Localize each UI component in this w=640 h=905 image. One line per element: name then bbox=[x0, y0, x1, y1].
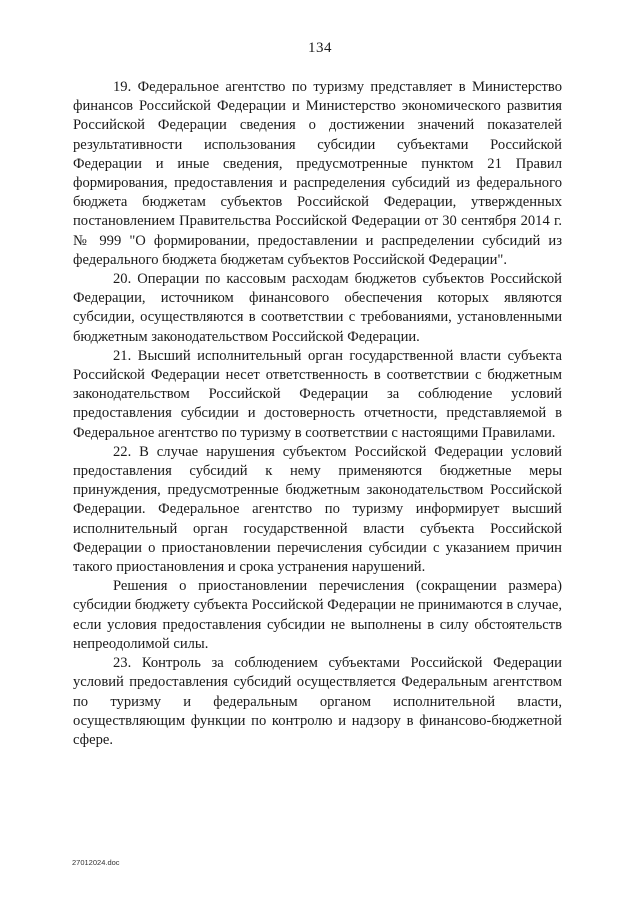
paragraph-22: 22. В случае нарушения субъектом Российской Федерации условий предоставления субсидий к нему применяются бюджетные меры принуждения, предусмотренные бюджетным законодательством Российской Федерации. Федеральное агентство по туризму информирует высший исполнительный орган государственной власти субъекта Российской Федерации о приостановлении перечисления субсидии с указанием причин такого приостановления и срока устранения нарушений. bbox=[73, 443, 562, 576]
paragraph-22-suspension: Решения о приостановлении перечисления (сокращении размера) субсидии бюджету субъекта Российской Федерации не принимаются в случае, если условия предоставления субсидии не выполнены в силу обстоятельств непреодолимой силы. bbox=[73, 578, 562, 652]
page-number: 134 bbox=[308, 40, 332, 56]
document-body bbox=[73, 78, 562, 750]
footer-filename: 27012024.doc bbox=[72, 858, 120, 867]
paragraph-19: 19. Федеральное агентство по туризму представляет в Министерство финансов Российской Федерации и Министерство экономического развития Российской Федерации сведения о достижении значений показателей результативности использования субсидии субъектами Российской Федерации и иные сведения, предусмотренные пунктом 21 Правил формирования, предоставления и распределения субсидий из федерального бюджета бюджетам субъектов Российской Федерации, утвержденных постановлением Правительства Российской Федерации от 30 сентября 2014 г. № 999 "О формировании, предоставлении и распределении субсидий из федерального бюджета бюджетам субъектов Российской Федерации". bbox=[73, 79, 562, 268]
paragraph-20: 20. Операции по кассовым расходам бюджетов субъектов Российской Федерации, источником финансового обеспечения которых являются субсидии, осуществляются в соответствии с требованиями, установленными бюджетным законодательством Российской Федерации. bbox=[73, 271, 562, 345]
paragraph-23: 23. Контроль за соблюдением субъектами Российской Федерации условий предоставления субсидий осуществляется Федеральным агентством по туризму и федеральным органом исполнительной власти, осуществляющим функции по контролю и надзору в финансово-бюджетной сфере. bbox=[73, 655, 562, 748]
paragraph-21: 21. Высший исполнительный орган государственной власти субъекта Российской Федерации несет ответственность в соответствии с бюджетным законодательством Российской Федерации за соблюдение условий предоставления субсидии и достоверность отчетности, представляемой в Федеральное агентство по туризму в соответствии с настоящими Правилами. bbox=[73, 347, 562, 441]
